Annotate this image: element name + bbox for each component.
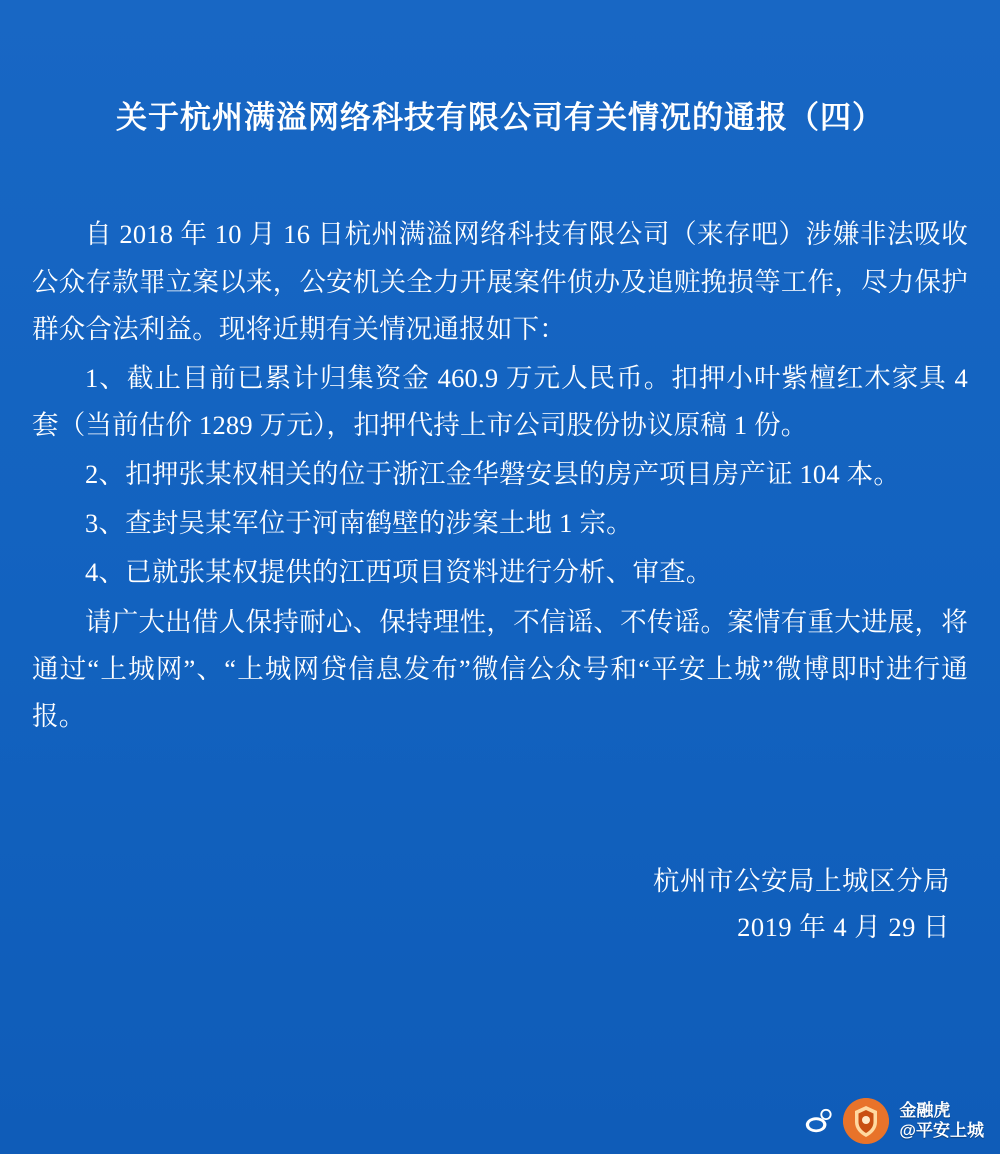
- page-title: 关于杭州满溢网络科技有限公司有关情况的通报（四）: [116, 100, 884, 135]
- footer-watermark: [803, 1098, 984, 1144]
- signature-block: [22, 858, 978, 951]
- paragraph-item-2: 2、扣押张某权相关的位于浙江金华磐安县的房产项目房产证 104 本。: [85, 459, 901, 490]
- account-name-primary: 金融虎: [899, 1100, 951, 1120]
- paragraph-item-4: 4、已就张某权提供的江西项目资料进行分析、审查。: [85, 557, 713, 588]
- document-body: [22, 211, 978, 740]
- account-name-secondary: @平安上城: [899, 1121, 984, 1140]
- paragraph-item-3: 3、查封吴某军位于河南鹤壁的涉案土地 1 宗。: [85, 508, 633, 539]
- paragraph-closing: 请广大出借人保持耐心、保持理性，不信谣、不传谣。案情有重大进展，将通过“上城网”、“上城网贷信息发布”微信公众号和“平安上城”微博即时进行通报。: [32, 606, 968, 731]
- paragraph-item-1: 1、截止目前已累计归集资金 460.9 万元人民币。扣押小叶紫檀红木家具 4 套（当前估价 1289 万元），扣押代持上市公司股份协议原稿 1 份。: [32, 362, 968, 441]
- weibo-icon: [803, 1106, 833, 1136]
- paragraph-intro: 自 2018 年 10 月 16 日杭州满溢网络科技有限公司（来存吧）涉嫌非法吸收公众存款罪立案以来，公安机关全力开展案件侦办及追赃挽损等工作，尽力保护群众合法利益。现将近期有关情况通报如下：: [32, 219, 968, 344]
- signature-issuer: 杭州市公安局上城区分局: [653, 866, 950, 897]
- account-badge: [899, 1101, 984, 1141]
- police-avatar-icon: [843, 1098, 889, 1144]
- signature-date: 2019 年 4 月 29 日: [737, 912, 950, 943]
